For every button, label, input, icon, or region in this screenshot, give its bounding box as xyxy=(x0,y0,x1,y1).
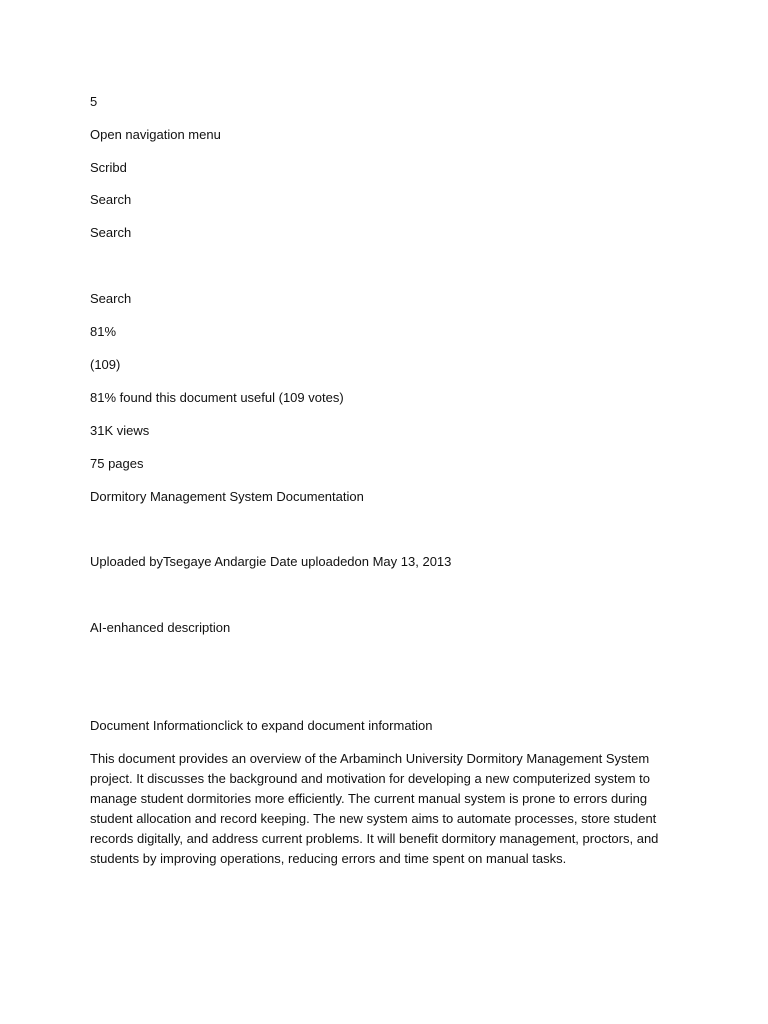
pages-count: 75 pages xyxy=(90,456,144,471)
upload-info: Uploaded byTsegaye Andargie Date uploadedon May 13, 2013 xyxy=(90,554,452,569)
search-label[interactable]: Search xyxy=(90,225,132,240)
views-count: 31K views xyxy=(90,423,150,438)
search-button[interactable]: Search xyxy=(90,291,132,306)
open-navigation-menu-link[interactable]: Open navigation menu xyxy=(90,127,221,142)
rating-percent: 81% xyxy=(90,324,117,339)
search-link[interactable]: Search xyxy=(90,192,132,207)
page-number: 5 xyxy=(90,94,98,109)
brand-link[interactable]: Scribd xyxy=(90,160,127,175)
rating-summary: 81% found this document useful (109 votes) xyxy=(90,390,344,405)
document-title: Dormitory Management System Documentation xyxy=(90,489,364,504)
ai-description-label: AI-enhanced description xyxy=(90,620,231,635)
rating-count: (109) xyxy=(90,357,121,372)
document-description: This document provides an overview of the Arbaminch University Dormitory Management System project. It discusses the background and motivation for developing a new computerized system to manage student dormitories more efficiently. The current manual system is prone to errors during student allocation and record keeping. The new system aims to automate processes, store student records digitally, and address current problems. It will benefit dormitory management, proctors, and students by improving operations, reducing errors and time spent on manual tasks. xyxy=(90,751,659,866)
document-info-toggle[interactable]: Document Informationclick to expand document information xyxy=(90,718,433,733)
